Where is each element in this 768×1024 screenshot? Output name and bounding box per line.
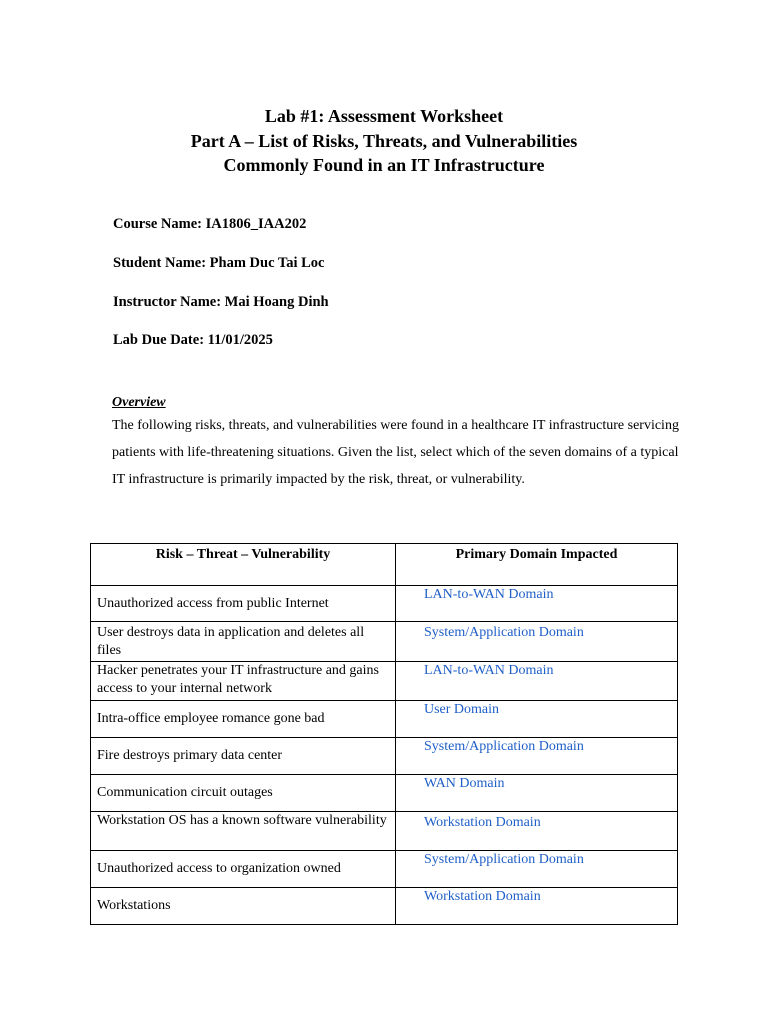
risk-text: Workstations [97, 898, 171, 913]
lab-due-date: Lab Due Date: 11/01/2025 [113, 332, 273, 348]
title-line-2: Part A – List of Risks, Threats, and Vulnerabilities [190, 130, 578, 151]
risk-text: Fire destroys primary data center [97, 748, 283, 763]
header-risk: Risk – Threat – Vulnerability [91, 544, 396, 586]
document-title [0, 104, 768, 178]
risk-text: Unauthorized access to organization owned [97, 861, 341, 876]
risk-text: User destroys data in application and deletes all files [97, 625, 365, 658]
risk-text: Unauthorized access from public Internet [97, 596, 329, 611]
risk-cell [91, 888, 396, 925]
risk-cell [91, 662, 396, 701]
domain-cell [396, 586, 678, 622]
domain-text: WAN Domain [424, 776, 505, 791]
domain-cell [396, 622, 678, 662]
domain-text: Workstation Domain [424, 889, 541, 904]
domain-cell [396, 775, 678, 812]
domain-text: Workstation Domain [424, 815, 541, 830]
overview-heading: Overview [112, 395, 166, 410]
table-row [91, 738, 678, 775]
student-name: Student Name: Pham Duc Tai Loc [113, 255, 325, 271]
title-line-1: Lab #1: Assessment Worksheet [264, 106, 504, 126]
table-row [91, 622, 678, 662]
table-header-row [91, 544, 678, 586]
domain-text: LAN-to-WAN Domain [424, 587, 554, 602]
overview-body: The following risks, threats, and vulnerabilities were found in a healthcare IT infrastructure servicing patients with life-threatening situations. Given the list, select which of the seven domains of a typical IT infrastructure is primarily impacted by the risk, threat, or vulnerability. [112, 418, 679, 487]
table-row [91, 662, 678, 701]
domain-text: System/Application Domain [424, 739, 584, 754]
course-name: Course Name: IA1806_IAA202 [113, 216, 307, 232]
risk-cell [91, 586, 396, 622]
instructor-name: Instructor Name: Mai Hoang Dinh [113, 294, 329, 310]
risk-cell [91, 812, 396, 851]
risk-text: Workstation OS has a known software vulnerability [97, 813, 387, 828]
risk-cell [91, 775, 396, 812]
domain-cell [396, 851, 678, 888]
domain-text: LAN-to-WAN Domain [424, 663, 554, 678]
domain-text: System/Application Domain [424, 852, 584, 867]
domain-cell [396, 738, 678, 775]
table-row [91, 851, 678, 888]
risk-cell [91, 738, 396, 775]
header-domain: Primary Domain Impacted [396, 544, 678, 586]
domain-cell [396, 701, 678, 738]
risk-cell [91, 622, 396, 662]
table-row [91, 888, 678, 925]
risk-text: Hacker penetrates your IT infrastructure and gains access to your internal network [97, 663, 379, 696]
risk-cell [91, 701, 396, 738]
domain-text: User Domain [424, 702, 500, 717]
risk-text: Intra-office employee romance gone bad [97, 711, 325, 726]
title-line-3: Commonly Found in an IT Infrastructure [223, 155, 545, 175]
risk-table [90, 543, 678, 925]
domain-text: System/Application Domain [424, 625, 584, 640]
domain-cell [396, 888, 678, 925]
table-row [91, 586, 678, 622]
risk-cell [91, 851, 396, 888]
domain-cell [396, 662, 678, 701]
table-row [91, 701, 678, 738]
risk-text: Communication circuit outages [97, 785, 273, 800]
table-row [91, 812, 678, 851]
table-row [91, 775, 678, 812]
domain-cell [396, 812, 678, 851]
